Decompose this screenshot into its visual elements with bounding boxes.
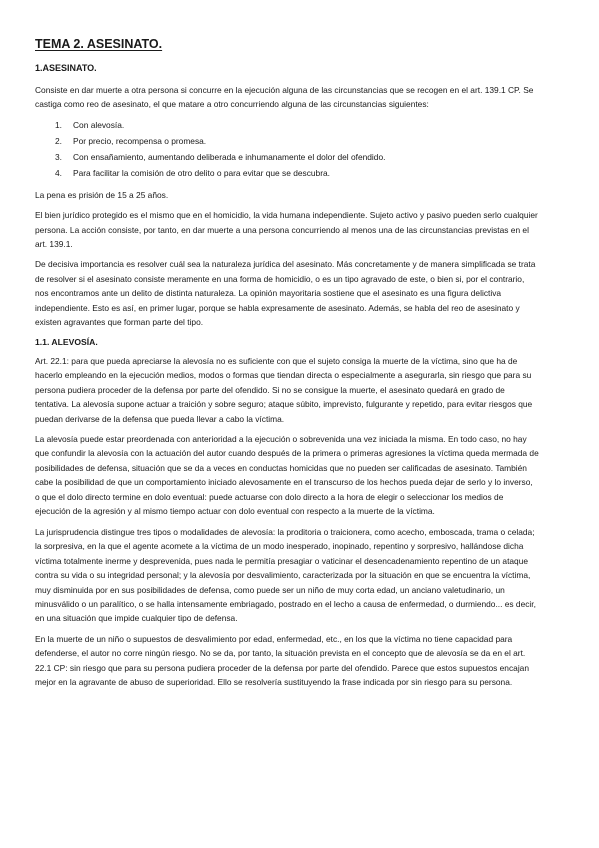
- child-victim-paragraph: En la muerte de un niño o supuestos de desvalimiento por edad, enfermedad, etc., en los que la víctima no tiene capacidad para defenderse, el autor no corre ningún riesgo. No se da, por tanto, la situación prevista en el concepto que de alevosía se da en el art. 22.1 CP: sin riesgo que para su persona pudiera proceder de la defensa por parte del ofendido. Parece que estos supuestos encajan mejor en la agravante de abuso de superioridad. Ello se resolvería sustituyendo la frase indicada por sin riesgo para su persona.: [35, 633, 529, 688]
- list-item-number: 1.: [55, 119, 62, 130]
- section-heading-alevosia: 1.1. ALEVOSÍA.: [35, 336, 98, 347]
- list-item: [55, 134, 539, 150]
- preordained-paragraph: La alevosía puede estar preordenada con anterioridad a la ejecución o sobrevenida una vez iniciada la misma. En todo caso, no hay que confundir la alevosía con la actuación del autor cuando después de la primera o primeras agresiones la víctima queda mermada de posibilidades de defensa, situación que se da a veces en conductas homicidas que no pueden ser calificadas de asesinato. También cabe la posibilidad de que un comportamiento iniciado alevosamente en el transcurso de los hechos pueda dejar de serlo y lo inverso, o que el dolo directo termine en dolo eventual: puede actuarse con dolo directo a la hora de elegir o seleccionar los medios de ejecución de la agresión y al mismo tiempo actuar con dolo eventual con respecto a la muerte de la víctima.: [35, 434, 539, 517]
- list-item-text: Con ensañamiento, aumentando deliberada e inhumanamente el dolor del ofendido.: [73, 151, 386, 162]
- document-title: TEMA 2. ASESINATO.: [35, 37, 163, 51]
- list-item: [55, 118, 539, 134]
- intro-paragraph: Consiste en dar muerte a otra persona si concurre en la ejecución alguna de las circunstancias que se recogen en el art. 139.1 CP. Se castiga como reo de asesinato, el que matare a otro concurriendo alguna de las circunstancias siguientes:: [35, 84, 534, 110]
- circumstances-list: [35, 118, 539, 182]
- list-item-text: Para facilitar la comisión de otro delito o para evitar que se descubra.: [73, 167, 330, 178]
- jurisprudence-paragraph: La jurisprudencia distingue tres tipos o modalidades de alevosía: la proditoria o traicionera, como acecho, emboscada, trama o celada; la sorpresiva, en la que el agente acomete a la víctima de un modo inesperado, inopinado, repentino y sorpresivo, hallándose dicha víctima totalmente inerme y desprevenida, pues nada le permitía presagiar o vaticinar el desencadenamiento repentino de un ataque contra su vida o su integridad personal; y la alevosía por desvalimiento, caracterizada por la situación en que se encuentra la víctima, muy disminuida por en sus posibilidades de defensa, como puede ser un niño de muy corta edad, un anciano valetudinario, un minusválido o un paralítico, o se halla intensamente embriagado, postrado en el lecho a causa de enfermedad, o durmiendo... es decir, en una situación que impide cualquier tipo de defensa.: [35, 526, 536, 624]
- list-item-number: 4.: [55, 167, 62, 178]
- list-item: [55, 150, 539, 166]
- list-item-text: Por precio, recompensa o promesa.: [73, 135, 207, 146]
- art22-paragraph: Art. 22.1: para que pueda apreciarse la alevosía no es suficiente con que el sujeto consiga la muerte de la víctima, sino que ha de hacerlo empleando en la ejecución medios, modos o formas que tiendan directa o especialmente a asegurarla, sin riesgo que para su persona pudiera proceder de la defensa por parte del ofendido. Si no se consigue la muerte, el asesinato quedará en grado de tentativa. La alevosía supone actuar a traición y sobre seguro; ataque súbito, imprevisto, fulgurante y repetido, para evitar riesgos que puedan derivarse de la defensa que pueda llevar a cabo la víctima.: [35, 355, 533, 424]
- legal-good-paragraph: El bien jurídico protegido es el mismo que en el homicidio, la vida humana independiente. Sujeto activo y pasivo pueden serlo cualquier persona. La acción consiste, por tanto, en dar muerte a una persona concurriendo al menos una de las circunstancias previstas en el art. 139.1.: [35, 210, 538, 249]
- legal-nature-paragraph: De decisiva importancia es resolver cuál sea la naturaleza jurídica del asesinato. Más concretamente y de manera simplificada se trata de resolver si el asesinato consiste meramente en una forma de homicidio, o es un tipo agravado de este, o bien si, por el contrario, nos encontramos ante un delito de distinta naturaleza. La opinión mayoritaria sostiene que el asesinato es una figura delictiva independiente. Esto es así, en primer lugar, porque se habla expresamente de asesinato. Además, se habla del reo de asesinato y existen agravantes que forman parte del tipo.: [35, 259, 536, 328]
- list-item-text: Con alevosía.: [73, 119, 125, 130]
- list-item: [55, 166, 539, 182]
- list-item-number: 3.: [55, 151, 62, 162]
- section-heading-asesinato: 1.ASESINATO.: [35, 63, 97, 74]
- penalty-paragraph: La pena es prisión de 15 a 25 años.: [35, 189, 169, 200]
- list-item-number: 2.: [55, 135, 62, 146]
